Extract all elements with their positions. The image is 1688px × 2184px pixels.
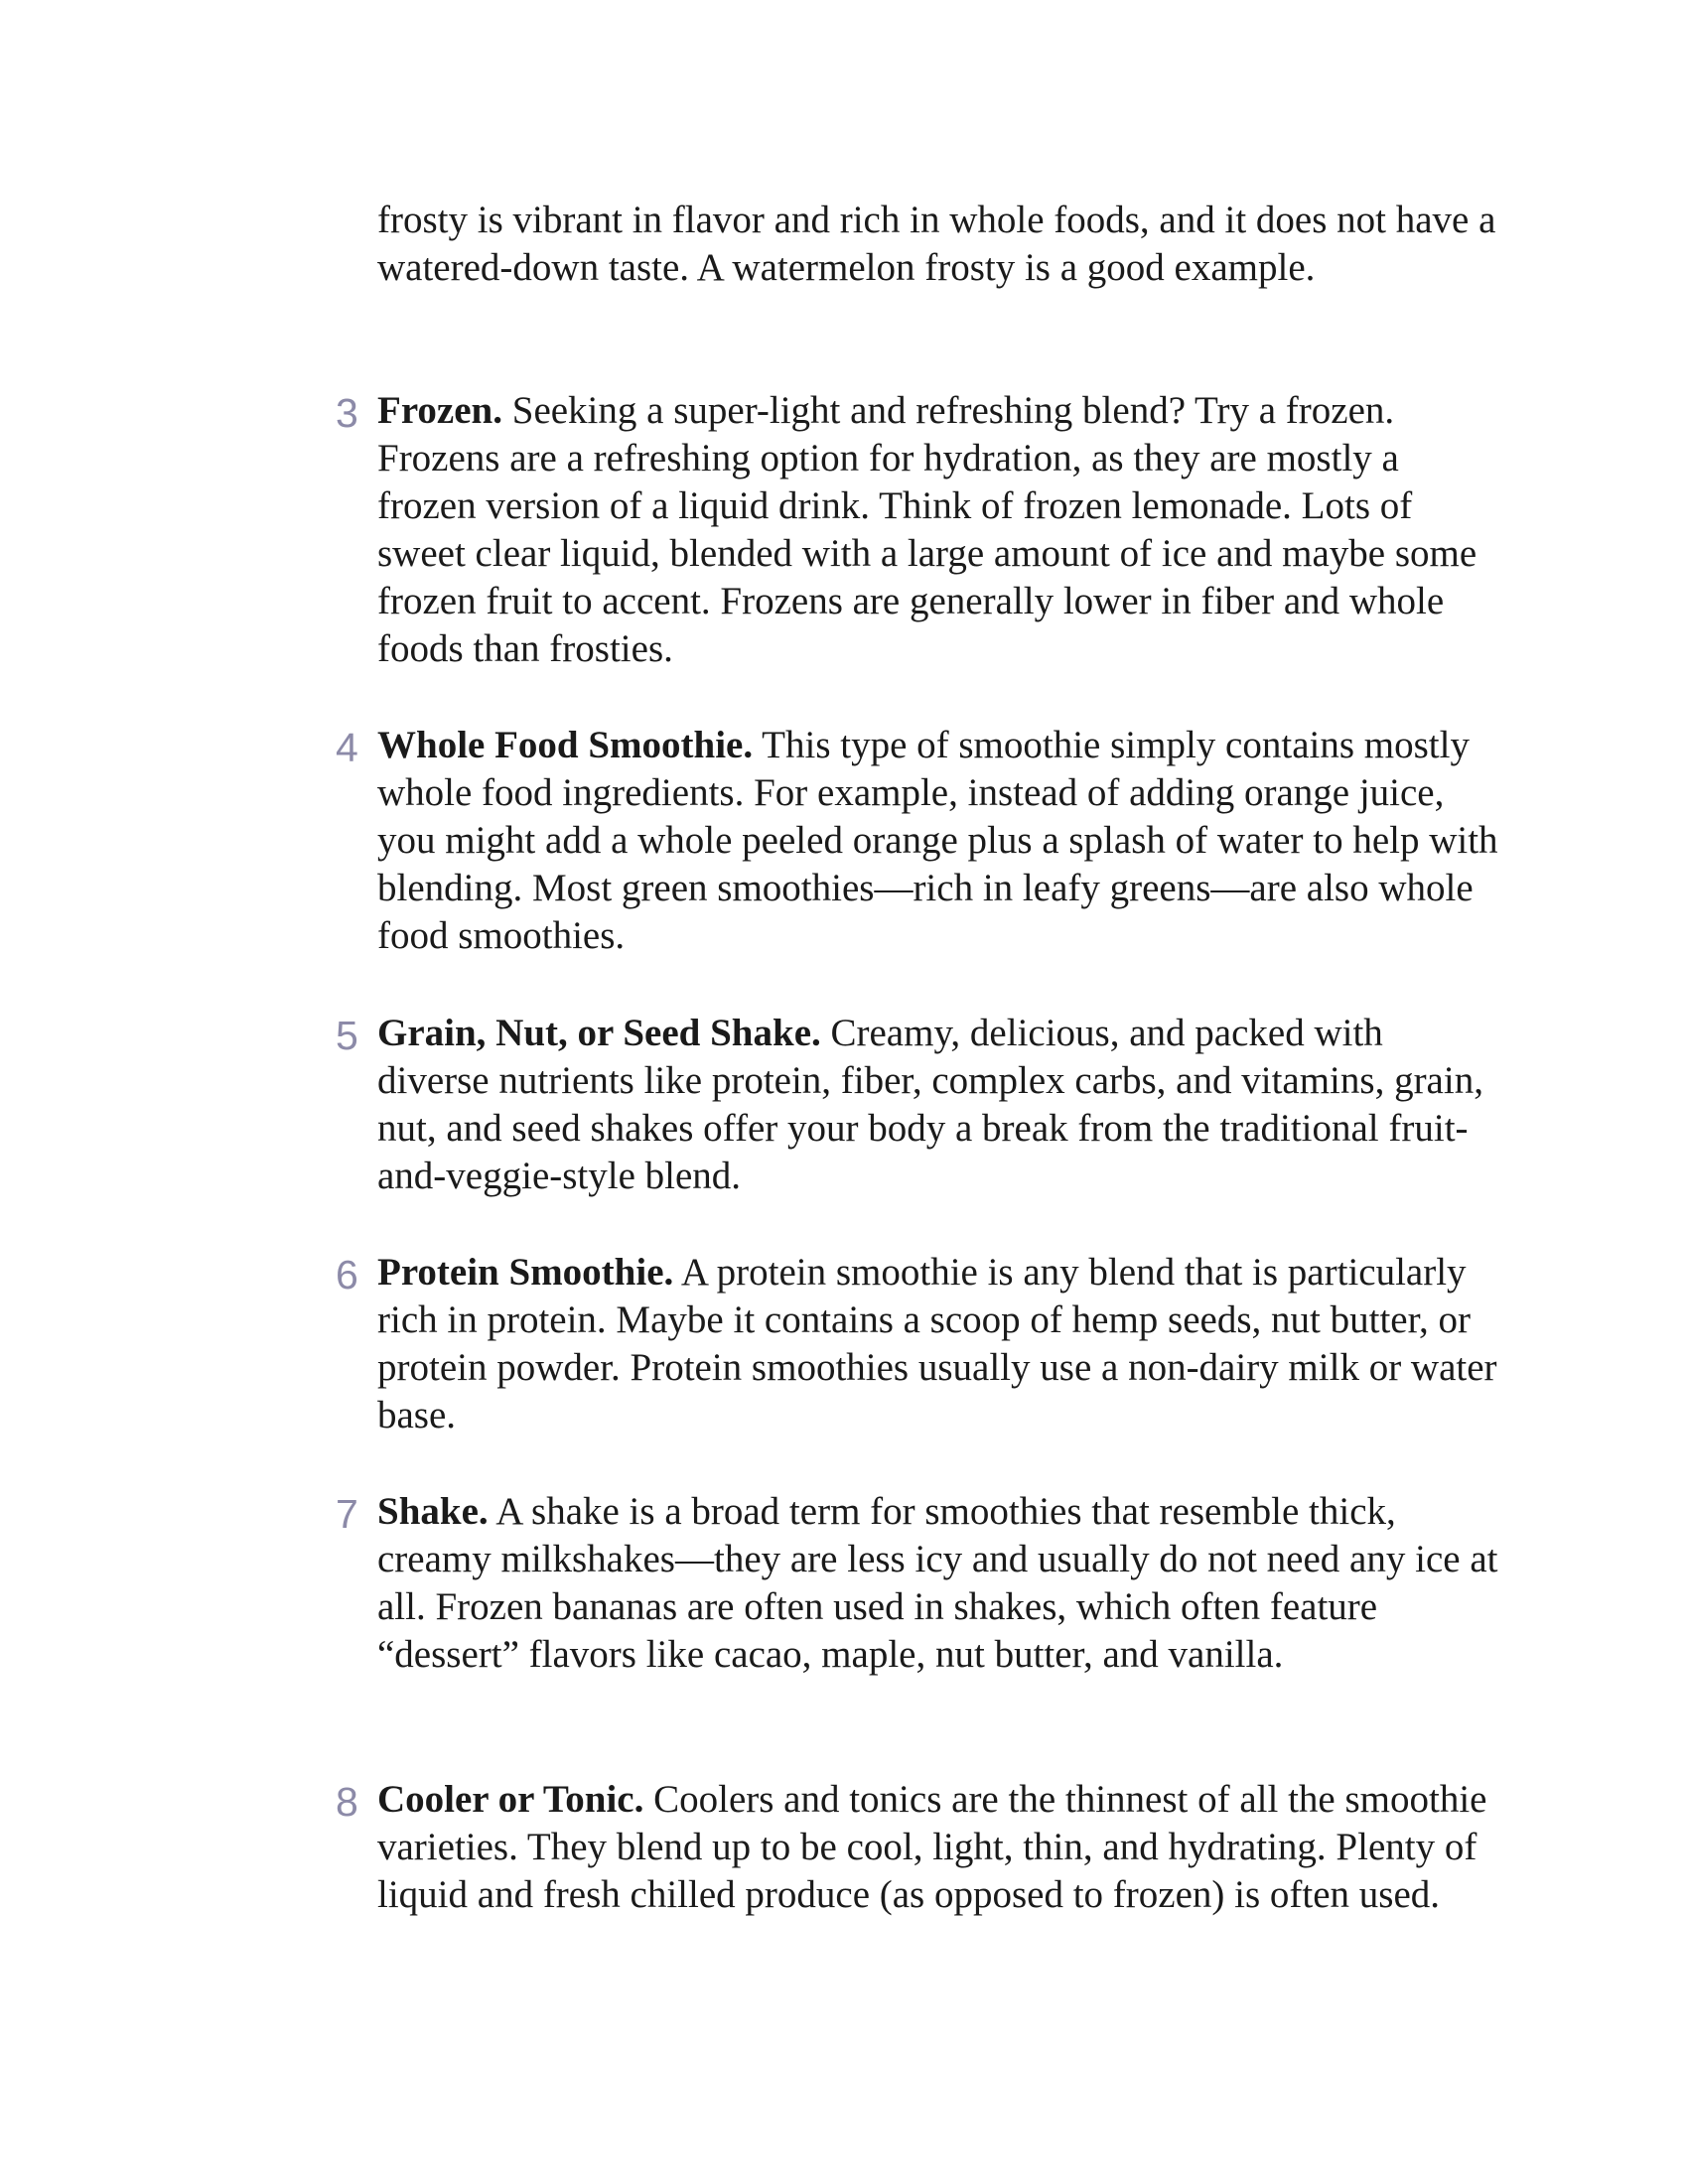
item-number: 3 — [336, 390, 358, 436]
item-description: Creamy, delicious, and packed with diverse nutrients like protein, fiber, complex carbs, and vitamins, grain, nut, and seed shakes offer your body a break from the traditional fruit-and-veggie-style blend. — [377, 1012, 1483, 1197]
item-number: 6 — [336, 1252, 358, 1297]
item-title: Cooler or Tonic. — [377, 1778, 644, 1821]
list-item-6 — [336, 1249, 1527, 1439]
item-number: 4 — [336, 725, 358, 770]
item-body — [377, 387, 1499, 673]
item-number: 8 — [336, 1779, 358, 1825]
list-item-5 — [336, 1010, 1527, 1200]
item-body — [377, 1249, 1499, 1439]
item-body — [377, 1010, 1499, 1200]
item-body — [377, 1776, 1499, 1919]
item-description: A shake is a broad term for smoothies that resemble thick, creamy milkshakes—they are less icy and usually do not need any ice at all. Frozen bananas are often used in shakes, which often feature “dessert” flavors like cacao, maple, nut butter, and vanilla. — [377, 1490, 1498, 1676]
item-description: Seeking a super-light and refreshing blend? Try a frozen. Frozens are a refreshing option for hydration, as they are mostly a frozen version of a liquid drink. Think of frozen lemonade. Lots of sweet clear liquid, blended with a large amount of ice and maybe some frozen fruit to accent. Frozens are generally lower in fiber and whole foods than frosties. — [377, 389, 1477, 670]
list-item-7 — [336, 1488, 1527, 1679]
item-number: 5 — [336, 1013, 358, 1058]
item-body — [377, 1488, 1499, 1679]
item-description: This type of smoothie simply contains mostly whole food ingredients. For example, instead of adding orange juice, you might add a whole peeled orange plus a splash of water to help with blending. Most green smoothies—rich in leafy greens—are also whole food smoothies. — [377, 724, 1498, 957]
item-title: Protein Smoothie. — [377, 1251, 674, 1294]
item-description: Coolers and tonics are the thinnest of all the smoothie varieties. They blend up to be cool, light, thin, and hydrating. Plenty of liquid and fresh chilled produce (as opposed to frozen) is often used. — [377, 1778, 1487, 1916]
item-title: Frozen. — [377, 389, 502, 432]
item-description: A protein smoothie is any blend that is particularly rich in protein. Maybe it contains a scoop of hemp seeds, nut butter, or protein powder. Protein smoothies usually use a non-dairy milk or water base. — [377, 1251, 1497, 1436]
item-number: 7 — [336, 1491, 358, 1537]
item-body — [377, 722, 1499, 960]
list-item-3 — [336, 387, 1527, 673]
item-title: Grain, Nut, or Seed Shake. — [377, 1012, 821, 1054]
continuation-paragraph: frosty is vibrant in flavor and rich in whole foods, and it does not have a watered-down taste. A watermelon frosty is a good example. — [377, 199, 1496, 289]
item-title: Whole Food Smoothie. — [377, 724, 754, 766]
item-title: Shake. — [377, 1490, 489, 1533]
list-item-4 — [336, 722, 1527, 960]
list-item-8 — [336, 1776, 1527, 1919]
